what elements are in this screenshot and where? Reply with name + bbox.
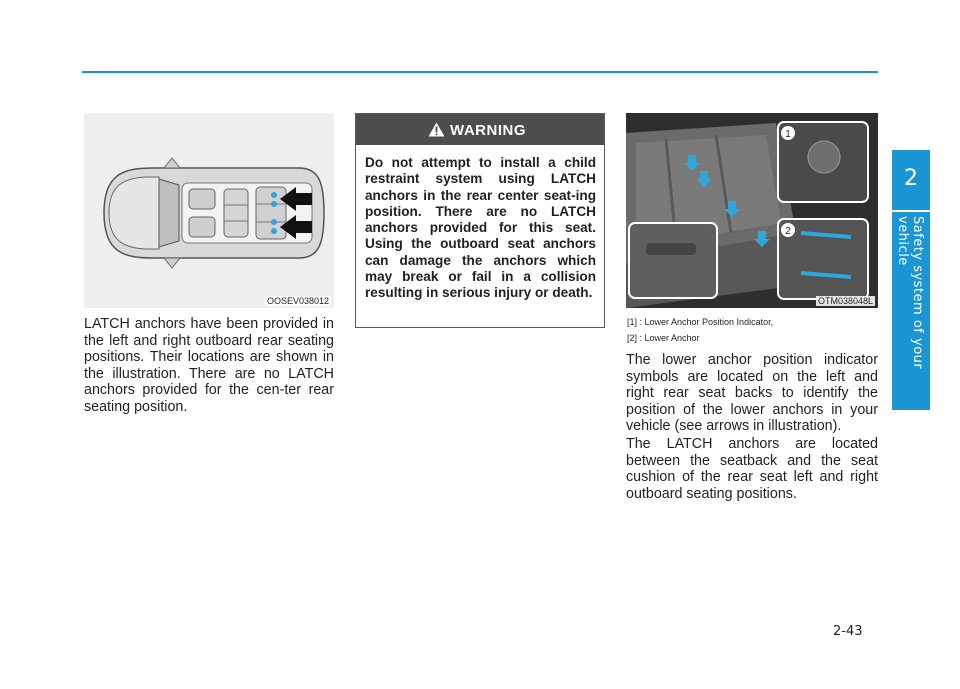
- callout-2: 2: [785, 226, 791, 237]
- header-rule: [82, 71, 878, 73]
- car-top-view-figure: [84, 113, 334, 308]
- caption-line-2: [2] : Lower Anchor: [627, 333, 700, 343]
- figure-code: OTM038048L: [817, 296, 873, 306]
- chapter-title: Safety system of your vehicle: [895, 216, 925, 370]
- car-top-view-illustration: [84, 113, 334, 308]
- figure-code: OOSEV038012: [266, 296, 329, 306]
- chapter-tab: [892, 150, 930, 410]
- right-paragraph-2: The LATCH anchors are located between the seatback and the seat cushion of the rear seat left and right outboard seating positions.: [626, 436, 878, 502]
- warning-text: Do not attempt to install a child restraint system using LATCH anchors in the rear center seat-ing position. There are no LATCH anchors provided for this seat. Using the outboard seat anchors can damage the anchors which may break or fail in a collision resulting in serious injury or death.: [365, 155, 596, 301]
- left-paragraph: LATCH anchors have been provided in the left and right outboard rear seating positions. Their locations are shown in the illustration. There are no LATCH anchors provided for the cen-ter rear seating position.: [84, 316, 334, 415]
- warning-box: [355, 113, 605, 328]
- chapter-number: 2: [904, 166, 918, 191]
- page-number: 2-43: [833, 624, 863, 639]
- callout-1: 1: [785, 129, 791, 140]
- warning-header: [356, 114, 604, 145]
- warning-title: WARNING: [450, 122, 526, 139]
- warning-triangle-icon: [428, 122, 445, 137]
- chapter-number-box: [892, 150, 930, 212]
- rear-seat-photo-figure: [626, 113, 878, 308]
- rear-seat-photo-illustration: [626, 113, 878, 308]
- right-paragraph-1: The lower anchor position indicator symbols are located on the left and right rear seat backs to identify the position of the lower anchors in your vehicle (see arrows in illustration).: [626, 352, 878, 435]
- caption-line-1: [1] : Lower Anchor Position Indicator,: [627, 317, 774, 327]
